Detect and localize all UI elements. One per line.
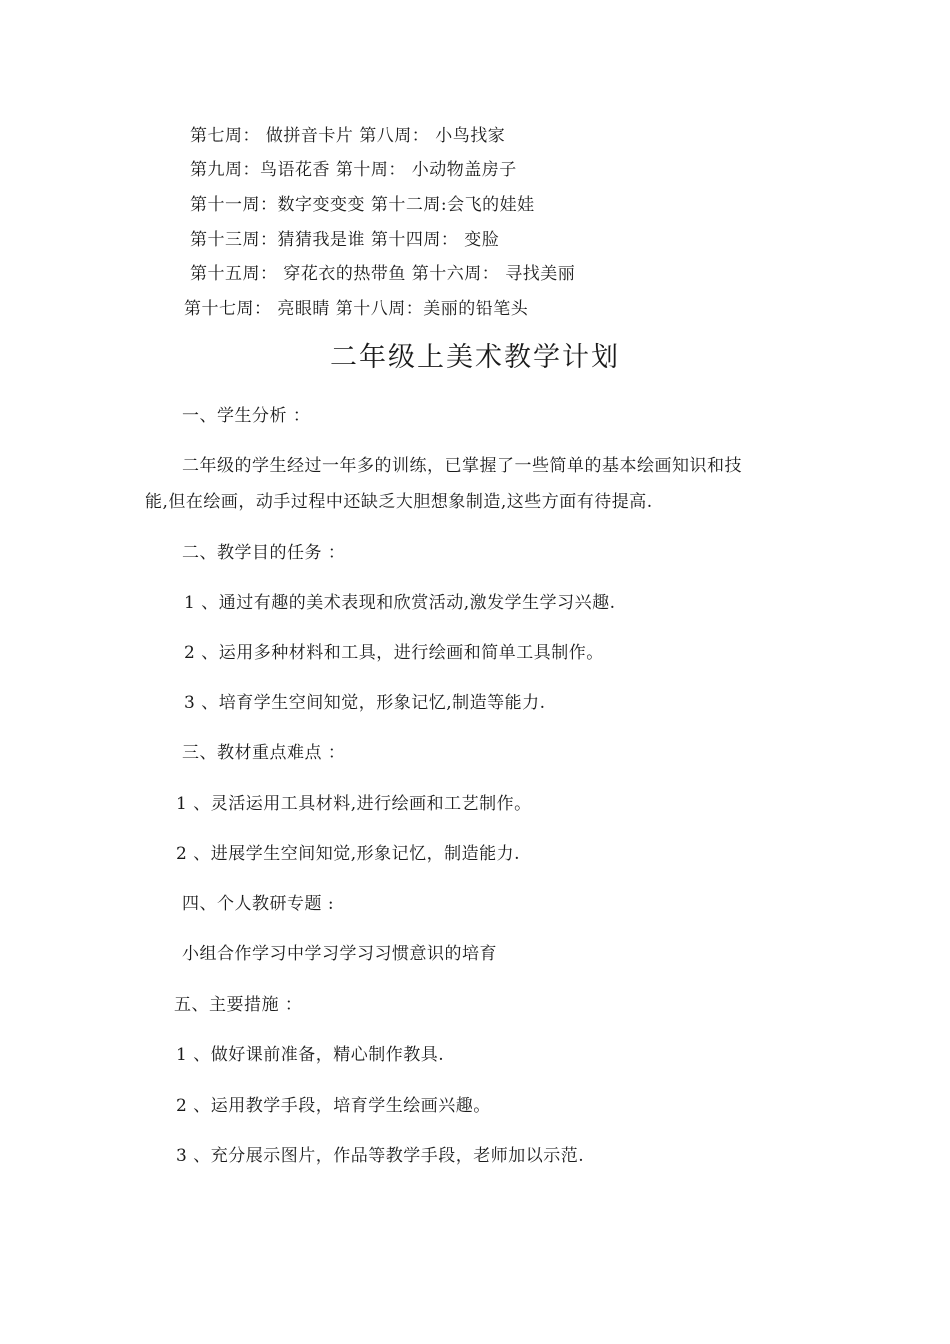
- list-item-goal-2: 2 、运用多种材料和工具，进行绘画和简单工具制作。: [184, 643, 604, 663]
- schedule-line-weeks-15-16: 第十五周： 穿花衣的热带鱼 第十六周： 寻找美丽: [190, 264, 576, 284]
- section-heading-teaching-goals: 二、教学目的任务 ：: [182, 543, 346, 563]
- list-item-key-point-1: 1 、灵活运用工具材料,进行绘画和工艺制作。: [176, 794, 532, 814]
- section-heading-research-topic: 四、个人教研专题 :: [182, 894, 335, 914]
- schedule-line-weeks-11-12: 第十一周：数字变变变 第十二周:会飞的娃娃: [190, 195, 535, 215]
- section-heading-measures: 五、主要措施 ：: [174, 995, 303, 1015]
- list-item-measure-3: 3 、充分展示图片，作品等教学手段，老师加以示范.: [176, 1146, 585, 1166]
- paragraph-student-analysis-line-2: 能,但在绘画，动手过程中还缺乏大胆想象制造,这些方面有待提高.: [145, 492, 653, 512]
- schedule-line-weeks-9-10: 第九周：鸟语花香 第十周： 小动物盖房子: [190, 160, 517, 180]
- schedule-line-weeks-7-8: 第七周： 做拼音卡片 第八周： 小鸟找家: [190, 126, 506, 146]
- list-item-goal-1: 1 、通过有趣的美术表现和欣赏活动,激发学生学习兴趣.: [184, 593, 616, 613]
- paragraph-student-analysis-line-1: 二年级的学生经过一年多的训练，已掌握了一些简单的基本绘画知识和技: [182, 456, 742, 476]
- document-title: 二年级上美术教学计划: [330, 342, 620, 373]
- schedule-line-weeks-17-18: 第十七周： 亮眼睛 第十八周：美丽的铅笔头: [184, 299, 529, 319]
- list-item-goal-3: 3 、培育学生空间知觉，形象记忆,制造等能力.: [184, 693, 546, 713]
- section-heading-key-points: 三、教材重点难点 ：: [182, 743, 346, 763]
- paragraph-research-topic: 小组合作学习中学习学习习惯意识的培育: [182, 944, 497, 964]
- list-item-measure-2: 2 、运用教学手段，培育学生绘画兴趣。: [176, 1096, 491, 1116]
- schedule-line-weeks-13-14: 第十三周：猜猜我是谁 第十四周： 变脸: [190, 230, 500, 250]
- list-item-measure-1: 1 、做好课前准备，精心制作教具.: [176, 1045, 445, 1065]
- section-heading-student-analysis: 一、学生分析 ：: [182, 406, 311, 426]
- list-item-key-point-2: 2 、进展学生空间知觉,形象记忆，制造能力.: [176, 844, 521, 864]
